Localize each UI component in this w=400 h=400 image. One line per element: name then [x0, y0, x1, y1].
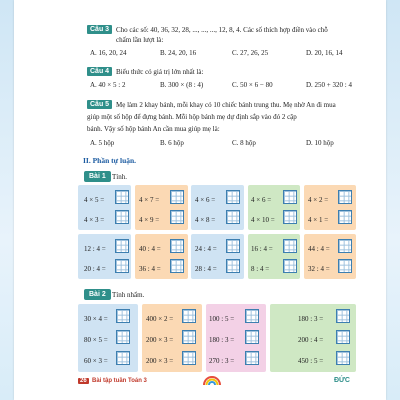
b1-r3-c5: 44 : 4 = — [308, 245, 330, 253]
q4-option-a[interactable]: A. 40 × 5 : 2 — [90, 81, 126, 89]
b2-c1-r1: 30 × 4 = — [84, 315, 108, 323]
answer-box[interactable] — [170, 259, 184, 273]
b1-r1-c5: 4 × 2 = — [308, 196, 329, 204]
answer-box[interactable] — [116, 330, 130, 344]
b2-c1-r3: 60 × 3 = — [84, 357, 108, 365]
question-4-tag: Câu 4 — [87, 67, 112, 76]
b1-r2-c3: 4 × 8 = — [195, 216, 216, 224]
answer-box[interactable] — [338, 259, 352, 273]
b1-r4-c3: 28 : 4 = — [195, 265, 217, 273]
answer-box[interactable] — [115, 190, 129, 204]
question-5-tag: Câu 5 — [87, 100, 112, 109]
exercise-1-instruction: Tính. — [112, 173, 127, 181]
b1-r1-c2: 4 × 7 = — [139, 196, 160, 204]
answer-box[interactable] — [283, 190, 297, 204]
book-title: Bài tập tuần Toán 3 — [92, 378, 147, 384]
answer-box[interactable] — [115, 239, 129, 253]
b1-r2-c5: 4 × 1 = — [308, 216, 329, 224]
b2-c3-r1: 100 : 5 = — [209, 315, 235, 323]
exercise-2-tag: Bài 2 — [84, 289, 111, 300]
question-5-text1: Mẹ làm 2 khay bánh, mỗi khay có 10 chiếc bánh trung thu. Mẹ nhờ An đi mua — [116, 101, 336, 109]
b1-r3-c3: 24 : 4 = — [195, 245, 217, 253]
b1-r3-c4: 16 : 4 = — [251, 245, 273, 253]
answer-box[interactable] — [283, 210, 297, 224]
answer-box[interactable] — [226, 210, 240, 224]
q3-option-c[interactable]: C. 27, 26, 25 — [232, 49, 269, 57]
b1-r4-c2: 36 : 4 = — [139, 265, 161, 273]
q5-option-a[interactable]: A. 5 hộp — [90, 139, 115, 147]
answer-box[interactable] — [336, 351, 350, 365]
section-2-title: II. Phần tự luận. — [83, 156, 137, 165]
b2-c4-r1: 180 : 3 = — [298, 315, 324, 323]
q3-option-d[interactable]: D. 20, 16, 14 — [306, 49, 343, 57]
answer-box[interactable] — [338, 210, 352, 224]
b1-r2-c2: 4 × 9 = — [139, 216, 160, 224]
page-number: 26 — [80, 378, 87, 384]
b2-c3-r3: 270 : 3 = — [209, 357, 235, 365]
rainbow-logo-icon — [202, 374, 222, 386]
answer-box[interactable] — [170, 239, 184, 253]
b2-c2-r3: 200 × 3 = — [146, 357, 174, 365]
publisher-logo: ĐỨC — [334, 377, 350, 384]
q5-option-b[interactable]: B. 6 hộp — [160, 139, 184, 147]
q4-option-b[interactable]: B. 300 × (8 : 4) — [160, 81, 204, 89]
answer-box[interactable] — [182, 351, 196, 365]
question-3-text: Cho các số: 40, 36, 32, 28, ..., ..., ..., 12, 8, 4. Các số thích hợp điền vào chỗ — [116, 26, 328, 34]
b1-r2-c1: 4 × 3 = — [84, 216, 105, 224]
b1-r3-c2: 40 : 4 = — [139, 245, 161, 253]
b1-r3-c1: 12 : 4 = — [84, 245, 106, 253]
b1-r1-c3: 4 × 6 = — [195, 196, 216, 204]
exercise-1-tag: Bài 1 — [84, 171, 111, 182]
q3-option-b[interactable]: B. 24, 20, 16 — [160, 49, 197, 57]
question-4-text: Biểu thức có giá trị lớn nhất là: — [116, 68, 204, 76]
answer-box[interactable] — [182, 309, 196, 323]
b1-r4-c1: 20 : 4 = — [84, 265, 106, 273]
answer-box[interactable] — [283, 259, 297, 273]
answer-box[interactable] — [338, 239, 352, 253]
question-5-text3: bánh. Vậy số hộp bánh An cần mua giúp mẹ là: — [87, 125, 220, 133]
q4-option-d[interactable]: D. 250 + 320 : 4 — [306, 81, 352, 89]
answer-box[interactable] — [226, 190, 240, 204]
b2-c4-r3: 450 : 5 = — [298, 357, 324, 365]
b1-r2-c4: 4 × 10 = — [251, 216, 275, 224]
answer-box[interactable] — [226, 259, 240, 273]
question-3-text2: chấm lần lượt là: — [116, 36, 164, 44]
q3-option-a[interactable]: A. 16, 20, 24 — [90, 49, 127, 57]
answer-box[interactable] — [115, 259, 129, 273]
answer-box[interactable] — [245, 330, 259, 344]
q4-option-c[interactable]: C. 50 × 6 − 80 — [232, 81, 273, 89]
answer-box[interactable] — [245, 351, 259, 365]
question-5-text2: giúp một số hộp để đựng bánh. Mỗi hộp bánh mẹ dự định sắp vào đó 2 cặp — [87, 113, 297, 121]
b2-c1-r2: 80 × 5 = — [84, 336, 108, 344]
b2-c3-r2: 180 : 3 = — [209, 336, 235, 344]
q5-option-c[interactable]: C. 8 hộp — [232, 139, 256, 147]
answer-box[interactable] — [182, 330, 196, 344]
q5-option-d[interactable]: D. 10 hộp — [306, 139, 334, 147]
b1-r1-c1: 4 × 5 = — [84, 196, 105, 204]
answer-box[interactable] — [226, 239, 240, 253]
b2-c4-r2: 200 : 4 = — [298, 336, 324, 344]
answer-box[interactable] — [336, 309, 350, 323]
exercise-2-instruction: Tính nhẩm. — [112, 291, 145, 299]
answer-box[interactable] — [170, 210, 184, 224]
b2-c2-r1: 400 × 2 = — [146, 315, 174, 323]
answer-box[interactable] — [170, 190, 184, 204]
b1-r4-c4: 8 : 4 = — [251, 265, 270, 273]
question-3-tag: Câu 3 — [87, 25, 112, 34]
answer-box[interactable] — [116, 351, 130, 365]
b2-c2-r2: 200 × 3 = — [146, 336, 174, 344]
answer-box[interactable] — [116, 309, 130, 323]
b1-r1-c4: 4 × 6 = — [251, 196, 272, 204]
answer-box[interactable] — [338, 190, 352, 204]
answer-box[interactable] — [245, 309, 259, 323]
answer-box[interactable] — [115, 210, 129, 224]
answer-box[interactable] — [336, 330, 350, 344]
answer-box[interactable] — [283, 239, 297, 253]
b1-r4-c5: 32 : 4 = — [308, 265, 330, 273]
